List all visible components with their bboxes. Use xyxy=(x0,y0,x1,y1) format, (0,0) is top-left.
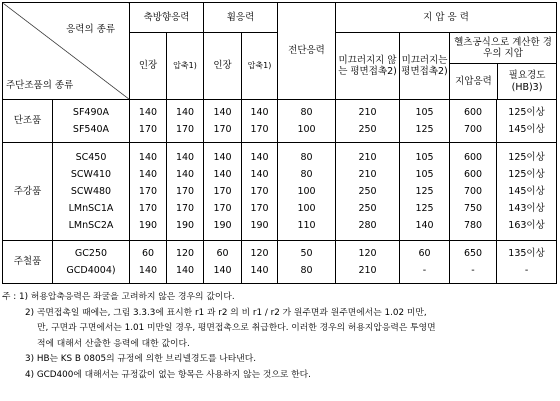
bearing-stress-header: 지 압 응 력 xyxy=(336,3,557,33)
bending-tension-header: 인장 xyxy=(204,33,242,100)
axial-tension-cell: 60 140 xyxy=(130,240,167,283)
hertz-stress-cell: 600 700 xyxy=(450,100,497,143)
hertz-hardness-cell: 135이상 - xyxy=(497,240,557,283)
note-3: 3) HB는 KS B 0805의 규정에 의한 브리넬경도를 나타낸다. xyxy=(25,354,257,364)
nonslip-cell: 210 210 250 250 280 xyxy=(336,143,400,240)
materials-cell: SF490A SF540A xyxy=(53,100,130,143)
category-cell: 주강품 xyxy=(3,143,53,240)
note-2-line-2: 만, 구면과 구면에서는 1.01 미만일 경우, 평면접촉으로 취급한다. 이러한 경우의 허용지압응력은 투영면 xyxy=(37,323,436,333)
bending-tension-cell: 140 170 xyxy=(204,100,242,143)
axial-stress-header: 축방향응력 xyxy=(130,3,204,33)
hertz-hardness-header: 필요경도 (HB)3) xyxy=(508,70,546,93)
slip-cell: 105 105 125 125 140 xyxy=(400,143,450,240)
shear-cell: 80 100 xyxy=(278,100,336,143)
materials-cell: SC450 SCW410 SCW480 LMnSC1A LMnSC2A xyxy=(53,143,130,240)
nonslip-cell: 210 250 xyxy=(336,100,400,143)
table-row xyxy=(3,240,557,283)
axial-compression-cell: 140 140 170 170 190 xyxy=(167,143,204,240)
axial-tension-header: 인장 xyxy=(130,33,167,100)
hertz-stress-header: 지압응력 xyxy=(450,64,498,99)
category-cell: 주철품 xyxy=(3,240,53,283)
axial-compression-cell: 140 170 xyxy=(167,100,204,143)
bending-stress-header: 휨응력 xyxy=(204,3,278,33)
shear-cell: 50 80 xyxy=(278,240,336,283)
note-2-line-1: 2) 곡면접촉일 때에는, 그림 3.3.3에 표시한 r1 과 r2 의 비 r1 / r2 가 원주면과 원주면에서는 1.02 미만, xyxy=(25,307,427,318)
axial-compression-cell: 120 140 xyxy=(167,240,204,283)
corner-top-label: 응력의 종류 xyxy=(66,24,115,35)
axial-tension-cell: 140 140 170 170 190 xyxy=(130,143,167,240)
bending-tension-cell: 60 140 xyxy=(204,240,242,283)
bending-tension-cell: 140 140 170 170 190 xyxy=(204,143,242,240)
table-notes xyxy=(2,290,558,383)
hertz-stress-cell: 600 600 700 750 780 xyxy=(450,143,497,240)
note-2-line-3: 적에 대해서 산출한 응력에 대한 값이다. xyxy=(37,338,190,349)
hertz-hardness-cell: 125이상 145이상 xyxy=(497,100,557,143)
note-1: 주 : 1) 허용압축응력은 좌굴을 고려하지 않은 경우의 값이다. xyxy=(2,292,235,302)
category-cell: 단조품 xyxy=(3,100,53,143)
axial-compression-header: 압축1) xyxy=(167,33,204,100)
bending-compression-header: 압축1) xyxy=(242,33,278,100)
shear-stress-header: 전단응력 xyxy=(278,3,336,100)
slip-contact-header: 미끄러지는 평면접촉2) xyxy=(400,33,450,100)
allowable-stress-table xyxy=(2,2,557,284)
corner-bottom-label: 주단조품의 종류 xyxy=(6,79,74,91)
slip-cell: 60 - xyxy=(400,240,450,283)
bending-compression-cell: 140 140 170 170 190 xyxy=(242,143,278,240)
materials-cell: GC250 GCD4004) xyxy=(53,240,130,283)
axial-tension-cell: 140 170 xyxy=(130,100,167,143)
nonslip-contact-header: 미끄러지지 않는 평면접촉2) xyxy=(336,33,400,100)
bending-compression-cell: 120 140 xyxy=(242,240,278,283)
slip-cell: 105 125 xyxy=(400,100,450,143)
note-4: 4) GCD400에 대해서는 규정값이 없는 항목은 사용하지 않는 것으로 한다. xyxy=(25,369,311,380)
bending-compression-cell: 140 170 xyxy=(242,100,278,143)
shear-cell: 80 80 100 100 110 xyxy=(278,143,336,240)
corner-header xyxy=(3,3,130,100)
nonslip-cell: 120 210 xyxy=(336,240,400,283)
hertz-group-header: 헬츠공식으로 계산한 경우의 지압 xyxy=(450,33,556,64)
hertz-hardness-cell: 125이상 125이상 145이상 143이상 163이상 xyxy=(497,143,557,240)
table-row xyxy=(3,100,557,143)
table-row xyxy=(3,143,557,240)
hertz-stress-cell: 650 - xyxy=(450,240,497,283)
